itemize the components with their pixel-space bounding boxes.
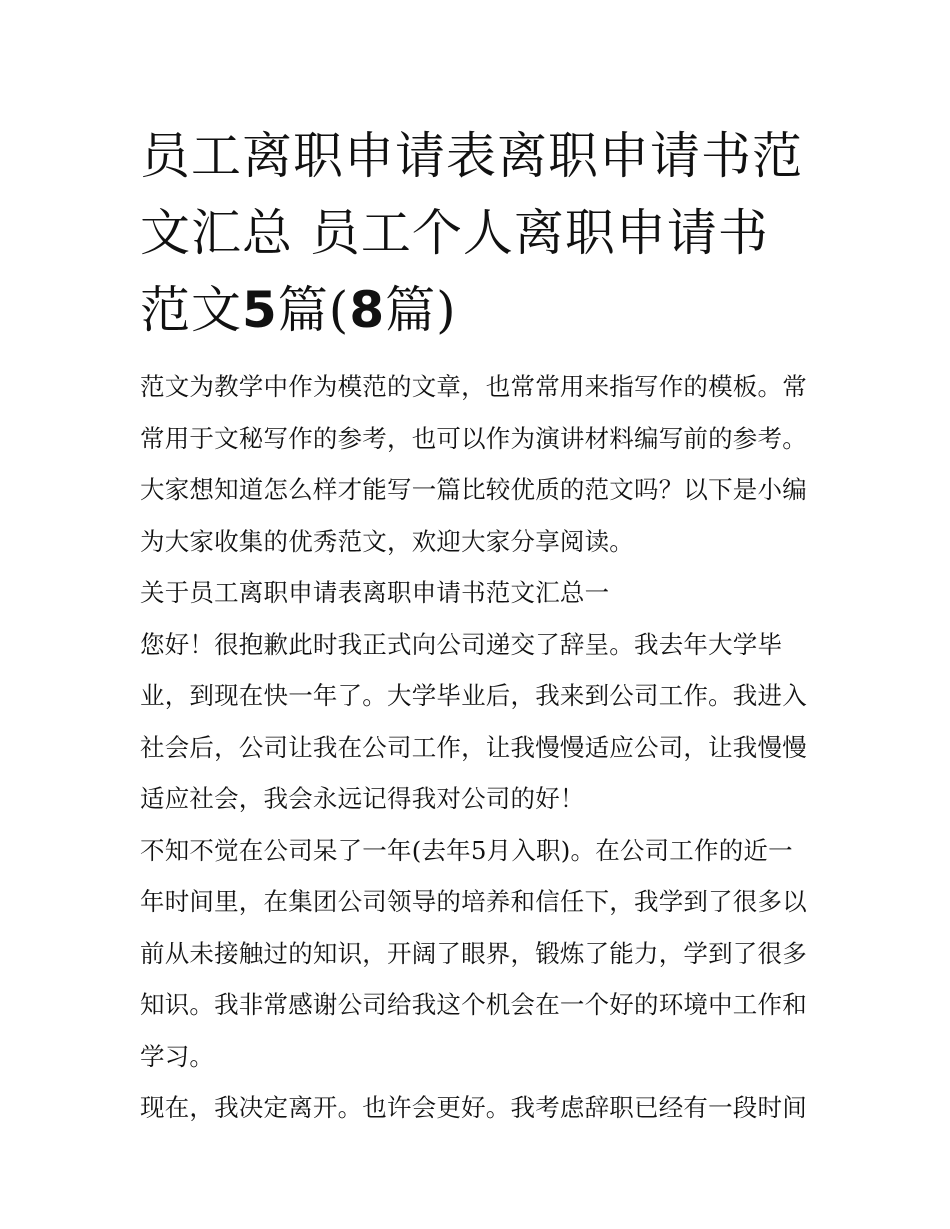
title-number: 5: [242, 281, 278, 339]
title-number: 8: [349, 281, 386, 339]
document-title: [140, 118, 815, 349]
title-text: 员工离职申请表离职申请书范文汇总 员工个人离职申请书范文: [140, 127, 803, 339]
body-paragraph: 现在，我决定离开。也许会更好。我考虑辞职已经有一段时间: [140, 1093, 807, 1122]
document-body: [140, 361, 815, 1134]
title-text: 篇(: [277, 281, 350, 339]
body-paragraph: 您好！很抱歉此时我正式向公司递交了辞呈。我去年大学毕业，到现在快一年了。大学毕业后，我来到公司工作。我进入社会后，公司让我在公司工作，让我慢慢适应公司，让我慢慢适应社会，我会永远记得我对公司的好！: [140, 629, 807, 813]
body-paragraph: 不知不觉在公司呆了一年(去年5月入职)。在公司工作的近一年时间里，在集团公司领导的培养和信任下，我学到了很多以前从未接触过的知识，开阔了眼界，锻炼了能力，学到了很多知识。我非常感谢公司给我这个机会在一个好的环境中工作和学习。: [140, 835, 807, 1071]
document-page: [140, 118, 815, 1134]
title-text: 篇): [385, 281, 457, 339]
intro-paragraph: 范文为教学中作为模范的文章，也常常用来指写作的模板。常常用于文秘写作的参考，也可以作为演讲材料编写前的参考。大家想知道怎么样才能写一篇比较优质的范文吗？以下是小编为大家收集的优秀范文，欢迎大家分享阅读。: [140, 372, 807, 556]
section-heading: 关于员工离职申请表离职申请书范文汇总一: [140, 578, 610, 607]
